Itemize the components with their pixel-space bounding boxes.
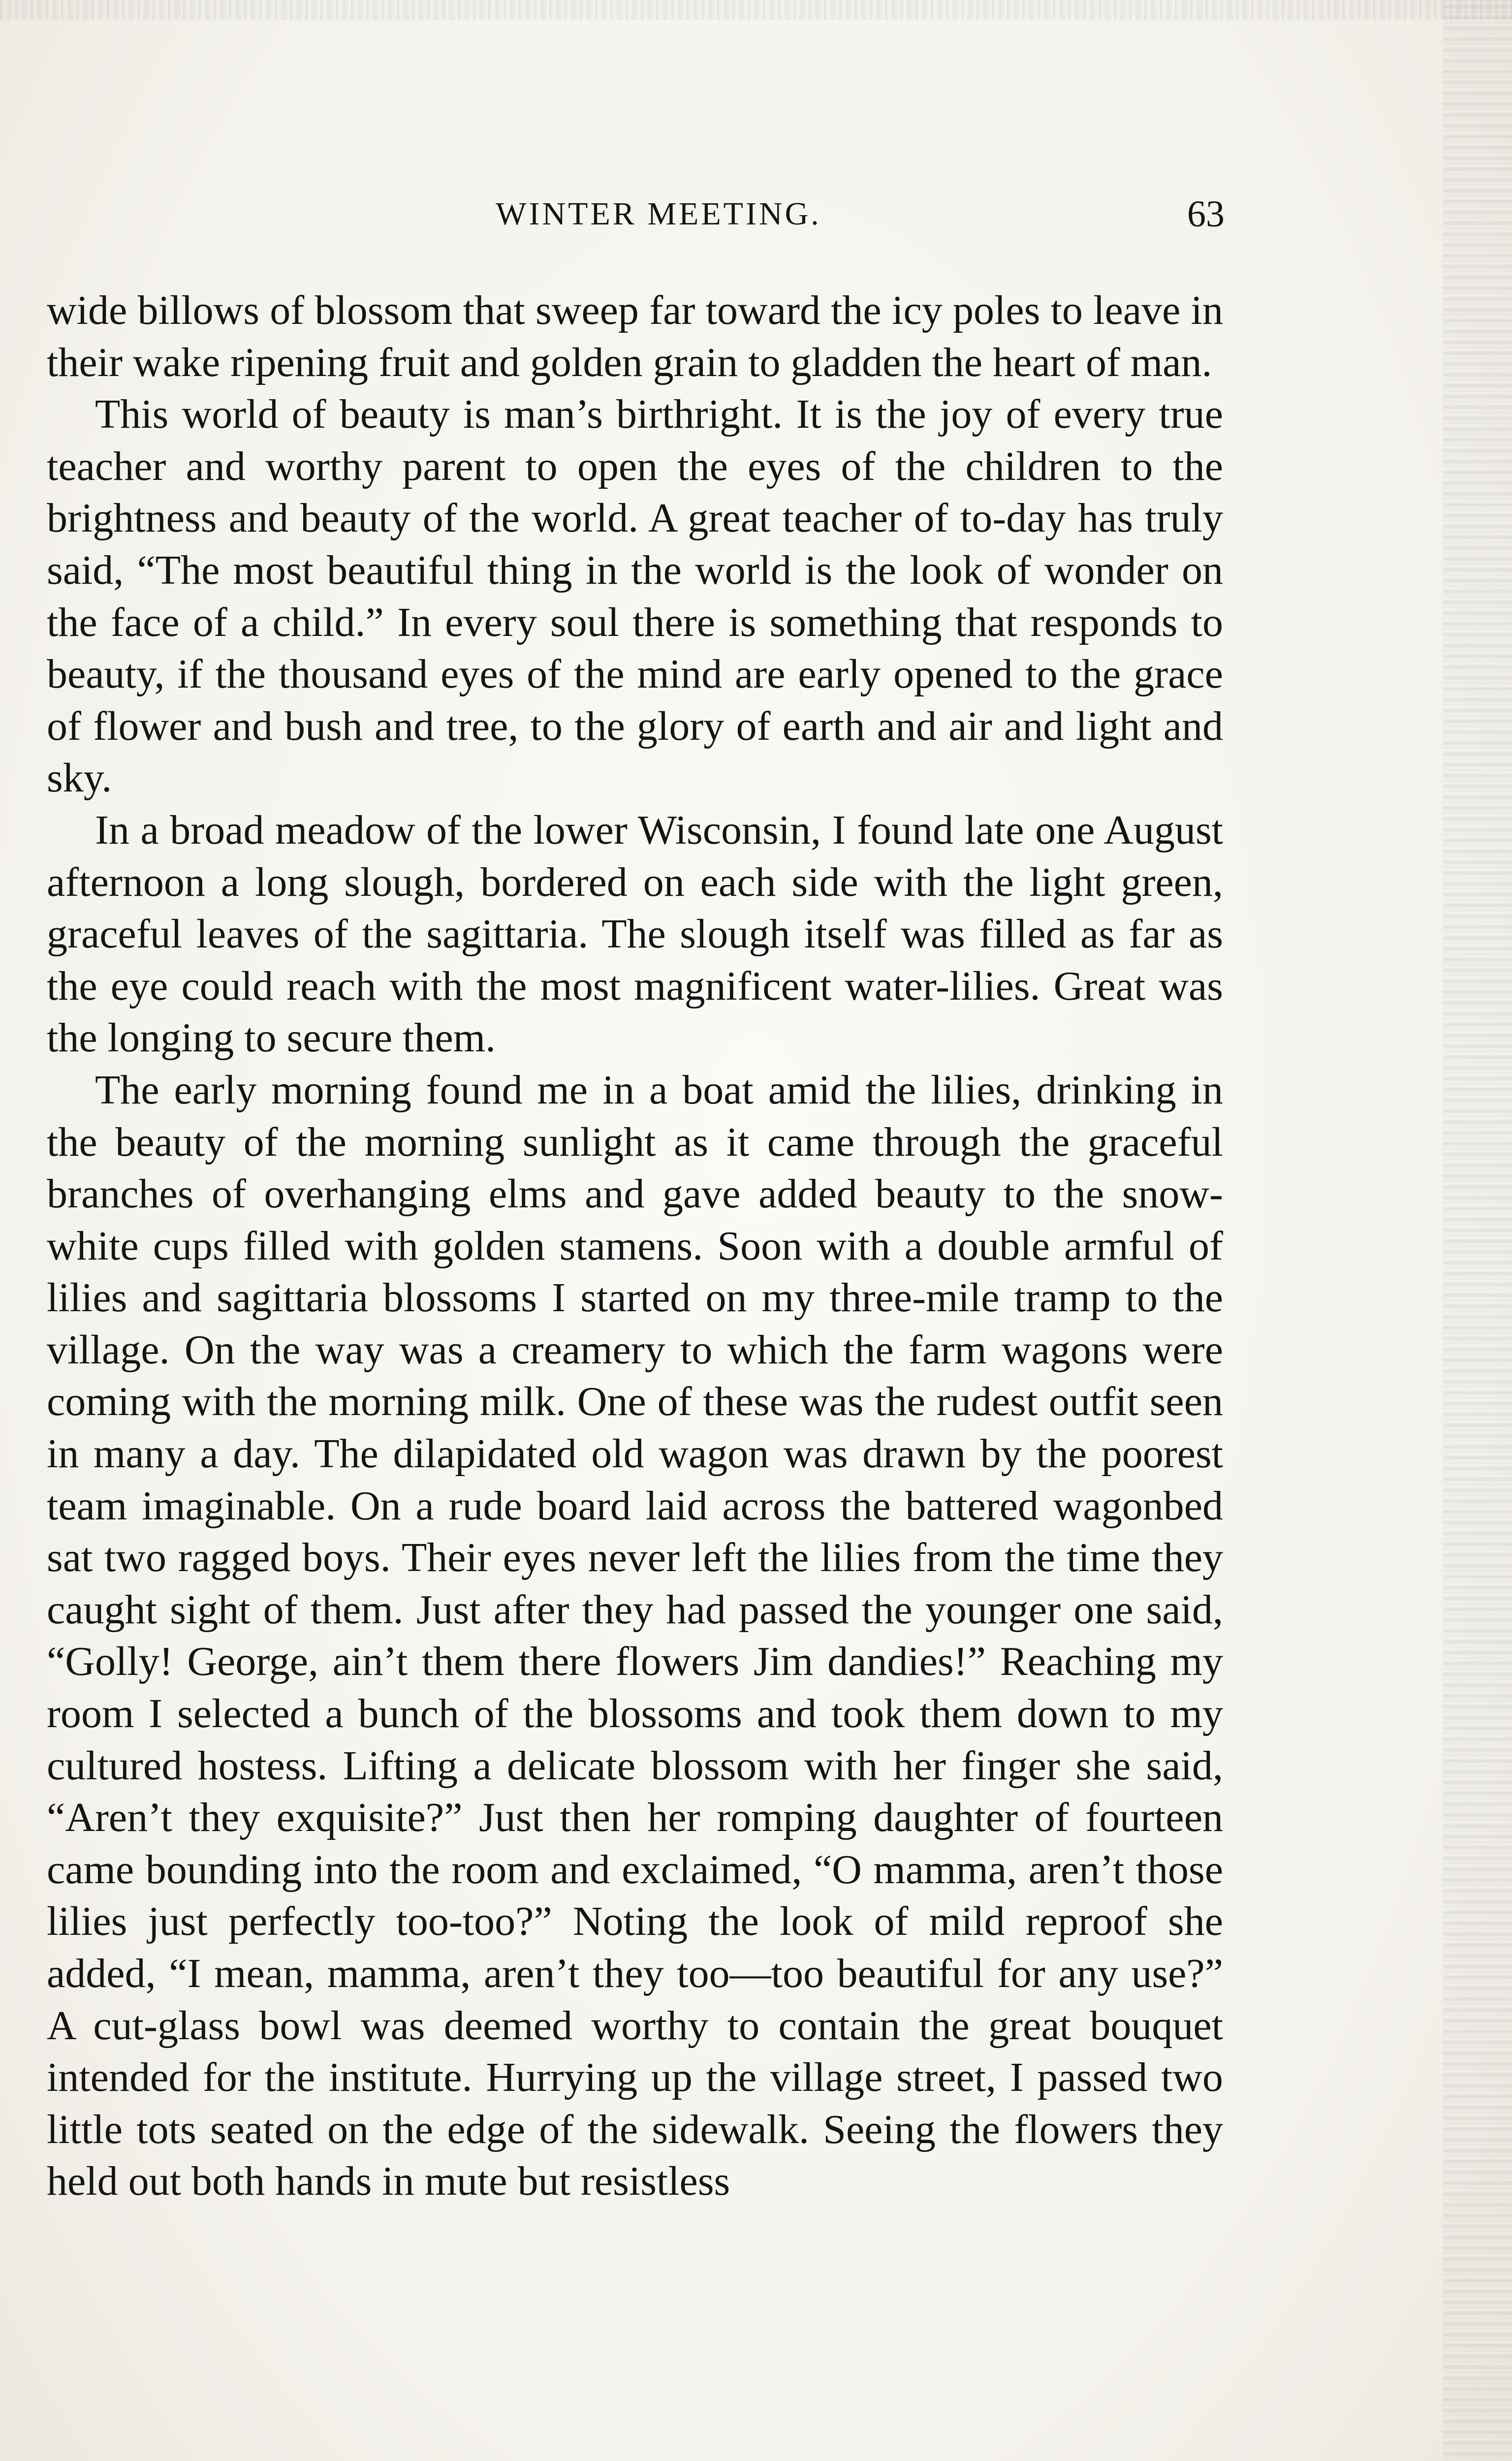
paragraph-meadow: In a broad meadow of the lower Wisconsin, I found late one August afternoon a long slough, bordered on each side with the light green, graceful leaves of the sagittaria. The slough itself was filled as far as the eye could reach with the most magnificent water-lilies. Great was the longing to secure them. bbox=[47, 807, 1223, 1061]
scan-noise-top bbox=[0, 0, 1512, 20]
scan-noise-edge bbox=[1443, 0, 1512, 2461]
body-text bbox=[47, 284, 1223, 2208]
paragraph-birthright: This world of beauty is man’s birthright. It is the joy of every true teacher and worthy parent to open the eyes of the children to the brightness and beauty of the world. A great teacher of to-day has truly said, “The most beautiful thing in the world is the look of wonder on the face of a child.” In every soul there is something that responds to beauty, if the thousand eyes of the mind are early opened to the grace of flower and bush and tree, to the glory of earth and air and light and sky. bbox=[47, 391, 1223, 801]
page-number: 63 bbox=[1187, 193, 1225, 235]
paragraph-continued: wide billows of blossom that sweep far toward the icy poles to leave in their wake ripening fruit and golden grain to gladden the heart of man. bbox=[47, 287, 1223, 385]
page-header bbox=[93, 187, 1225, 241]
paragraph-morning: The early morning found me in a boat amid the lilies, drinking in the beauty of the morning sunlight as it came through the graceful branches of overhanging elms and gave added beauty to the snow-white cups filled with golden stamens. Soon with a double armful of lilies and sagittaria blossoms I started on my three-mile tramp to the village. On the way was a creamery to which the farm wagons were coming with the morning milk. One of these was the rudest outfit seen in many a day. The dilapidated old wagon was drawn by the poorest team imaginable. On a rude board laid across the battered wagonbed sat two ragged boys. Their eyes never left the lilies from the time they caught sight of them. Just after they had passed the younger one said, “Golly! George, ain’t them there flowers Jim dandies!” Reaching my room I selected a bunch of the blossoms and took them down to my cultured hostess. Lifting a delicate blossom with her finger she said, “Aren’t they exquisite?” Just then her romping daughter of fourteen came bounding into the room and exclaimed, “O mamma, aren’t those lilies just perfectly too-too?” Noting the look of mild reproof she added, “I mean, mamma, aren’t they too—too beautiful for any use?” A cut-glass bowl was deemed worthy to contain the great bouquet intended for the institute. Hurrying up the village street, I passed two little tots seated on the edge of the sidewalk. Seeing the flowers they held out both hands in mute but resistless bbox=[47, 1067, 1223, 2205]
running-head: WINTER MEETING. bbox=[496, 196, 821, 232]
